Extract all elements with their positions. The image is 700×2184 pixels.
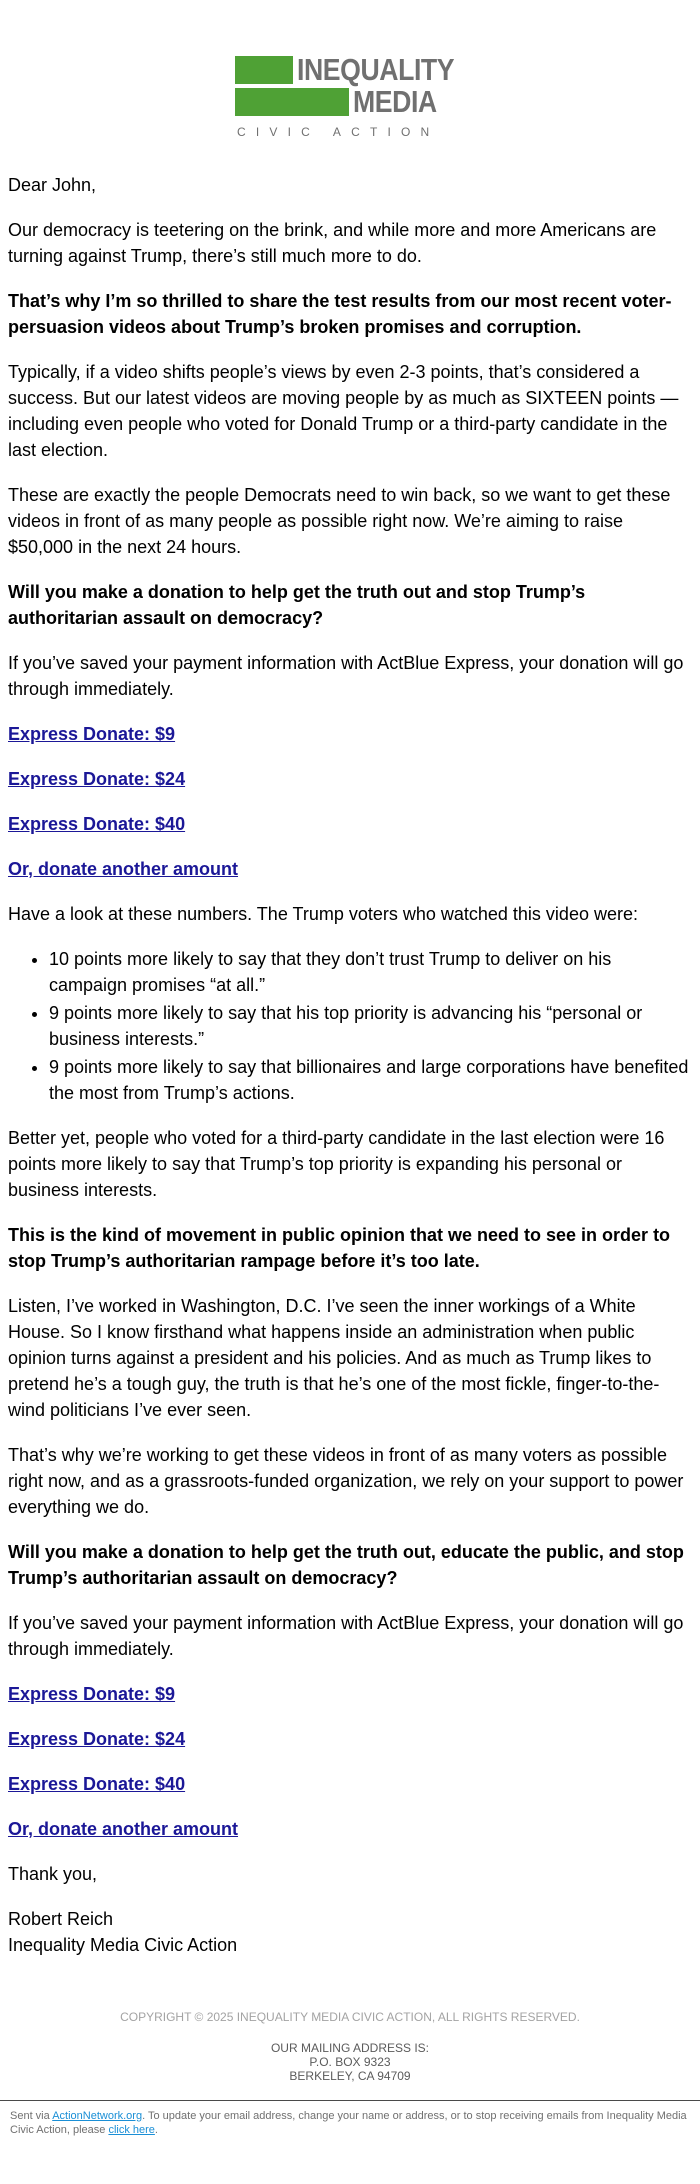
- actblue-note-1: If you’ve saved your payment information with ActBlue Express, your donation will go through immediately.: [8, 653, 684, 699]
- paragraph-better-yet: Better yet, people who voted for a third-party candidate in the last election were 16 points more likely to say that Trump’s top priority is expanding his personal or business interests.: [8, 1128, 665, 1200]
- click-here-link[interactable]: click here: [108, 2124, 155, 2136]
- sign-off-thanks: Thank you,: [8, 1864, 98, 1884]
- message-content: [0, 148, 700, 1958]
- sent-via-text: Sent via: [10, 2110, 53, 2122]
- express-donate-24-link[interactable]: Express Donate: $24: [8, 1729, 186, 1749]
- inequality-media-logo: [235, 48, 465, 148]
- actblue-note-2: If you’ve saved your payment information with ActBlue Express, your donation will go through immediately.: [8, 1613, 684, 1659]
- mailing-address-label: OUR MAILING ADDRESS IS:: [270, 2041, 430, 2055]
- express-donate-9-link[interactable]: Express Donate: $9: [8, 724, 176, 744]
- paragraph-movement: This is the kind of movement in public opinion that we need to see in order to stop Trump’s authoritarian rampage before it’s too late.: [8, 1225, 671, 1271]
- express-donate-9-link[interactable]: Express Donate: $9: [8, 1684, 176, 1704]
- copyright-notice: COPYRIGHT © 2025 INEQUALITY MEDIA CIVIC ACTION, ALL RIGHTS RESERVED.: [120, 2010, 580, 2024]
- paragraph-goal: These are exactly the people Democrats need to win back, so we want to get these videos in front of as many people as possible right now. We’re aiming to raise $50,000 in the next 24 hours.: [8, 485, 671, 557]
- list-item: • 9 points more likely to say that billionaires and large corporations have benefited the most from Trump’s actions.: [49, 1054, 692, 1106]
- unsubscribe-notice: [0, 2101, 700, 2137]
- logo-green-bar-top: [235, 56, 293, 84]
- signer-name: Robert Reich: [8, 1909, 114, 1929]
- donation-ask-2: Will you make a donation to help get the truth out, educate the public, and stop Trump’s authoritarian assault on democracy?: [8, 1542, 684, 1588]
- paragraph-intro: Our democracy is teetering on the brink, and while more and more Americans are turning against Trump, there’s still much more to do.: [8, 220, 657, 266]
- update-preferences-text: . To update your email address, change your name or address, or to stop receiving emails from Inequality Media Civic Action, please: [10, 2110, 687, 2136]
- express-donate-40-link[interactable]: Express Donate: $40: [8, 814, 186, 834]
- results-list: [8, 946, 692, 1106]
- email-footer: [0, 2010, 700, 2083]
- paragraph-listen: Listen, I’ve worked in Washington, D.C. I’ve seen the inner workings of a White House. So I know firsthand what happens inside an administration when public opinion turns against a president and his policies. And as much as Trump likes to pretend he’s a tough guy, the truth is that he’s one of the most fickle, finger-to-the-wind politicians I’ve ever seen.: [8, 1296, 660, 1420]
- express-donate-24-link[interactable]: Express Donate: $24: [8, 769, 186, 789]
- donate-other-amount-link[interactable]: Or, donate another amount: [8, 1819, 239, 1839]
- mailing-address: [0, 2041, 700, 2083]
- actionnetwork-link[interactable]: ActionNetwork.org: [52, 2110, 143, 2122]
- list-item: • 9 points more likely to say that his top priority is advancing his “personal or business interests.”: [49, 1000, 692, 1052]
- paragraph-working: That’s why we’re working to get these videos in front of as many voters as possible right now, and as a grassroots-funded organization, we rely on your support to power everything we do.: [8, 1445, 684, 1517]
- greeting: Dear John,: [8, 175, 97, 195]
- logo-tagline: CIVIC ACTION: [237, 125, 440, 139]
- notice-end: .: [154, 2124, 158, 2136]
- logo-word-inequality: INEQUALITY: [297, 52, 455, 87]
- paragraph-typically: Typically, if a video shifts people’s views by even 2-3 points, that’s considered a success. But our latest videos are moving people by as much as SIXTEEN points — including even people who voted for Donald Trump or a third-party candidate in the last election.: [8, 362, 679, 460]
- paragraph-test-results: That’s why I’m so thrilled to share the test results from our most recent voter-persuasion videos about Trump’s broken promises and corruption.: [8, 291, 672, 337]
- mailing-address-city: BERKELEY, CA 94709: [289, 2069, 411, 2083]
- donation-ask-1: Will you make a donation to help get the truth out and stop Trump’s authoritarian assault on democracy?: [8, 582, 586, 628]
- logo-green-bar-bottom: [235, 88, 349, 116]
- list-item: • 10 points more likely to say that they don’t trust Trump to deliver on his campaign promises “at all.”: [49, 946, 692, 998]
- express-donate-40-link[interactable]: Express Donate: $40: [8, 1774, 186, 1794]
- donate-other-amount-link[interactable]: Or, donate another amount: [8, 859, 239, 879]
- email-body: [0, 48, 700, 2137]
- numbers-intro: Have a look at these numbers. The Trump voters who watched this video were:: [8, 904, 638, 924]
- logo-word-media: MEDIA: [353, 84, 437, 119]
- signer-organization: Inequality Media Civic Action: [8, 1935, 238, 1955]
- mailing-address-po-box: P.O. BOX 9323: [309, 2055, 391, 2069]
